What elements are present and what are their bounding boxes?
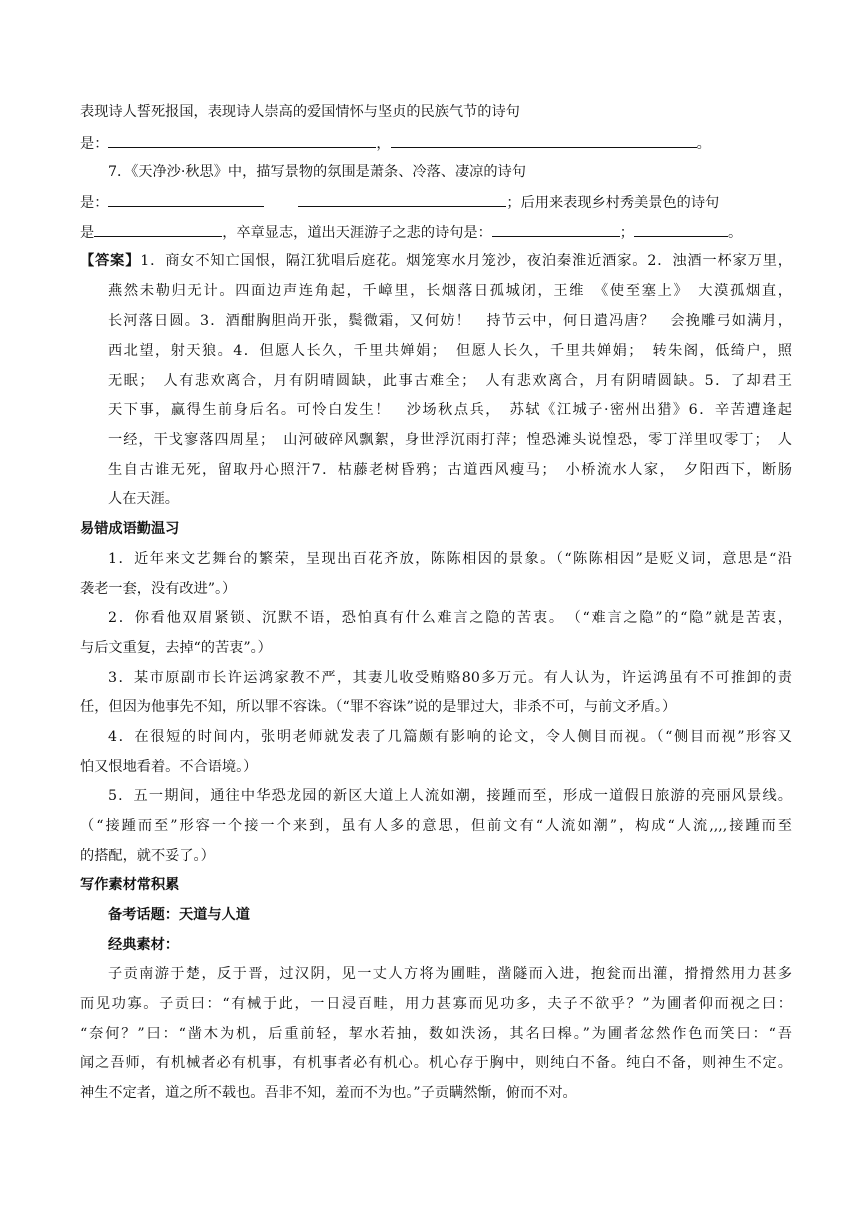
question-6-answer-line bbox=[80, 133, 792, 154]
blank-field[interactable] bbox=[634, 222, 728, 237]
answer-line-5: 无眠； 人有悲欢离合，月有阴晴圆缺，此事古难全； 人有悲欢离合，月有阴晴圆缺。5．了却君王 bbox=[108, 373, 792, 389]
answer-line-6: 天下事，赢得生前身后名。可怜白发生！ 沙场秋点兵， 苏轼《江城子·密州出猎》6．辛苦遭逢起 bbox=[108, 402, 792, 418]
answer-line-8: 生自古谁无死，留取丹心照汗7．枯藤老树昏鸦；古道西风瘦马； 小桥流水人家， 夕阳西下，断肠 bbox=[108, 462, 792, 478]
comma: ， bbox=[376, 136, 391, 152]
answer-line-4: 西北望，射天狼。4．但愿人长久，千里共婵娟； 但愿人长久，千里共婵娟； 转朱阁，低绮户，照 bbox=[108, 343, 792, 359]
label-shi: 是： bbox=[80, 136, 109, 152]
idiom-item-3: 3．某市原副市长许运鸿家教不严，其妻儿收受贿赂80多万元。有人认为，许运鸿虽有不可推卸的责 bbox=[108, 670, 792, 686]
answer-line-1: 【答案】1．商女不知亡国恨，隔江犹唱后庭花。烟笼寒水月笼沙，夜泊秦淮近酒家。2．浊酒一杯家万里， bbox=[80, 253, 792, 269]
question-7-line-2 bbox=[80, 192, 792, 213]
idiom-item-1-cont: 袭老一套，没有改进”。） bbox=[80, 581, 237, 597]
blank-field[interactable] bbox=[298, 192, 506, 207]
idiom-item-5-cont: （“接踵而至”形容一个接一个来到，虽有人多的意思，但前文有“人流如潮”，构成“人流,,,,接踵而至 bbox=[80, 818, 792, 834]
section-heading-writing: 写作素材常积累 bbox=[80, 877, 180, 893]
question-6-tail: 表现诗人誓死报国，表现诗人崇高的爱国情怀与坚贞的民族气节的诗句 bbox=[80, 104, 520, 120]
question-7: 7．《天净沙·秋思》中，描写景物的氛围是萧条、冷落、凄凉的诗句 bbox=[108, 164, 526, 180]
idiom-item-5: 5．五一期间，通往中华恐龙园的新区大道上人流如潮，接踵而至，形成一道假日旅游的亮丽风景线。 bbox=[108, 788, 792, 804]
idiom-item-2-cont: 与后文重复，去掉“的苦衷”。） bbox=[80, 640, 272, 656]
idiom-item-5-cont-2: 的搭配，就不妥了。） bbox=[80, 848, 215, 864]
blank-field[interactable] bbox=[94, 222, 222, 237]
blank-field[interactable] bbox=[492, 222, 620, 237]
answer-line-2: 燕然未勒归无计。四面边声连角起，千嶂里，长烟落日孤城闭，王维 《使至塞上》 大漠孤烟直， bbox=[108, 283, 792, 299]
answer-line-3: 长河落日圆。3．酒酣胸胆尚开张，鬓微霜，又何妨！ 持节云中，何日遣冯唐？ 会挽雕弓如满月， bbox=[108, 313, 792, 329]
topic-heading: 备考话题：天道与人道 bbox=[108, 907, 250, 923]
idiom-item-3-cont: 任，但因为他事先不知，所以罪不容诛。（“罪不容诛”说的是罪过大，非杀不可，与前文矛盾。） bbox=[80, 699, 677, 715]
text: ；后用来表现乡村秀美景色的诗句 bbox=[506, 195, 720, 211]
material-paragraph-line-3: “奈何？”曰：“凿木为机，后重前轻，挈水若抽，数如泆汤，其名曰槔。”为圃者忿然作色而笑曰：“吾 bbox=[80, 1026, 792, 1042]
semicolon: ； bbox=[619, 225, 634, 241]
material-paragraph-line-5: 神生不定者，道之所不载也。吾非不知，羞而不为也。”子贡瞒然惭，俯而不对。 bbox=[80, 1085, 577, 1101]
blank-field[interactable] bbox=[108, 133, 376, 148]
period: 。 bbox=[727, 225, 743, 241]
answer-line-7: 一经，干戈寥落四周星； 山河破碎风飘絮，身世浮沉雨打萍；惶恐滩头说惶恐，零丁洋里叹零丁； 人 bbox=[108, 432, 792, 448]
period: 。 bbox=[696, 136, 711, 152]
blank-field[interactable] bbox=[108, 192, 264, 207]
material-paragraph-line-4: 闻之吾师，有机械者必有机事，有机事者必有机心。机心存于胸中，则纯白不备。纯白不备，则神生不定。 bbox=[80, 1055, 792, 1071]
label-shi: 是 bbox=[80, 225, 95, 241]
question-7-line-3 bbox=[80, 222, 792, 243]
section-heading-idioms: 易错成语勤温习 bbox=[80, 521, 180, 537]
answer-line-9: 人在天涯。 bbox=[108, 491, 179, 507]
idiom-item-4-cont: 怕又恨地看着。不合语境。） bbox=[80, 759, 258, 775]
idiom-item-4: 4．在很短的时间内，张明老师就发表了几篇颇有影响的论文，令人侧目而视。（“侧目而视”形容又 bbox=[108, 729, 792, 745]
label-shi: 是： bbox=[80, 195, 109, 211]
material-heading: 经典素材： bbox=[108, 937, 179, 953]
idiom-item-1: 1．近年来文艺舞台的繁荣，呈现出百花齐放，陈陈相因的景象。（“陈陈相因”是贬义词，意思是“沿 bbox=[108, 551, 792, 567]
text: ，卒章显志，道出天涯游子之悲的诗句是： bbox=[222, 225, 492, 241]
answer-label: 【答案】 bbox=[80, 253, 141, 269]
idiom-item-2: 2．你看他双眉紧锁、沉默不语，恐怕真有什么难言之隐的苦衷。 （“难言之隐”的“隐”就是苦衷， bbox=[108, 610, 792, 626]
blank-field[interactable] bbox=[391, 133, 697, 148]
material-paragraph-line-2: 而见功寡。子贡曰：“有械于此，一日浸百畦，用力甚寡而见功多，夫子不欲乎？”为圃者仰而视之曰： bbox=[80, 996, 792, 1012]
material-paragraph-line-1: 子贡南游于楚，反于晋，过汉阴，见一丈人方将为圃畦，凿隧而入进，抱瓮而出灌，搰搰然用力甚多 bbox=[108, 966, 792, 982]
